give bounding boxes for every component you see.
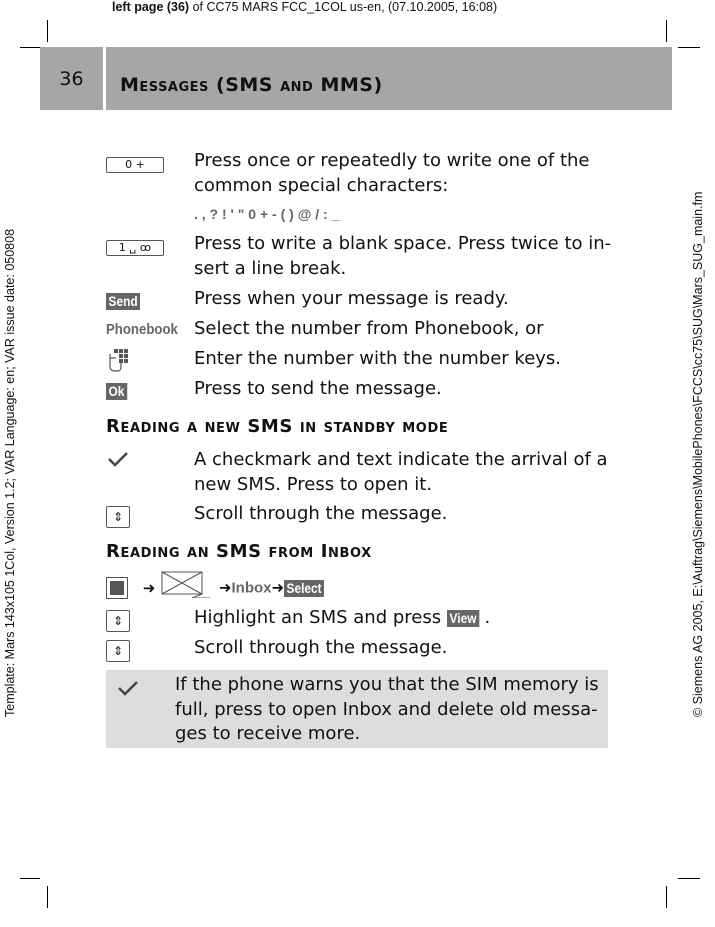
- print-meta-rest: of CC75 MARS FCC_1COL us-en, (07.10.2005, 16:08): [189, 0, 498, 14]
- instruction-text: Press when your message is ready.: [194, 288, 509, 309]
- path-inbox: Inbox: [231, 579, 272, 597]
- crop-mark: [47, 20, 48, 42]
- copyright-metadata: © Siemens AG 2005, E:\Auftrag\Siemens\MobilePhones\FCCS\cc75\SUG\Mars_SUG_main.fm: [691, 191, 705, 717]
- instruction-text: Press to send the message.: [194, 378, 442, 399]
- select-softkey: Select: [284, 580, 324, 597]
- page-header: [40, 47, 672, 110]
- page-title: Messages (SMS and MMS): [120, 74, 383, 96]
- instruction-text: Enter the number with the number keys.: [194, 348, 562, 369]
- note-text: If the phone warns you that the SIM memory is full, press to open Inbox and delete old messa-ges to receive more.: [175, 674, 599, 744]
- checkmark-icon: [106, 449, 130, 476]
- instruction-text: A checkmark and text indicate the arrival of a new SMS. Press to open it.: [194, 449, 608, 495]
- print-metadata: [112, 0, 497, 14]
- print-meta-bold: left page (36): [112, 0, 190, 14]
- page-number: 36: [40, 47, 106, 110]
- arrow-icon: ➜: [142, 578, 156, 597]
- instruction-text: Select the number from Phonebook, or: [194, 318, 544, 339]
- instruction-text: Scroll through the message.: [194, 637, 448, 658]
- section-heading: Reading an SMS from Inbox: [106, 541, 372, 562]
- arrow-icon: ➜: [271, 578, 285, 597]
- crop-mark: [678, 878, 700, 879]
- template-metadata: Template: Mars 143x105 1Col, Version 1.2; VAR Language: en; VAR issue date: 050808: [3, 228, 17, 717]
- crop-mark: [20, 878, 40, 879]
- instruction-text: Highlight an SMS and press: [194, 607, 447, 628]
- nav-key-icon: ⇕: [106, 610, 130, 632]
- menu-key-icon: [106, 577, 128, 599]
- messages-envelope-icon: [160, 584, 214, 602]
- keypad-icon: [106, 348, 130, 379]
- crop-mark: [678, 47, 700, 48]
- checkmark-icon: [116, 678, 140, 702]
- special-characters: . , ? ! ' " 0 + - ( ) @ / : _: [194, 206, 340, 222]
- arrow-icon: ➜: [218, 578, 232, 597]
- nav-key-icon: ⇕: [106, 506, 130, 528]
- section-heading: Reading a new SMS in standby mode: [106, 416, 449, 437]
- send-softkey: Send: [106, 293, 140, 310]
- punctuation: .: [484, 607, 491, 628]
- nav-key-icon: ⇕: [106, 640, 130, 662]
- note-box: [106, 670, 608, 748]
- crop-mark: [20, 47, 40, 48]
- instruction-text: Press once or repeatedly to write one of the common special characters:: [194, 150, 590, 196]
- phonebook-label: Phonebook: [106, 321, 178, 338]
- key-0-icon: 0 +: [106, 157, 164, 173]
- ok-softkey: Ok: [106, 383, 127, 400]
- crop-mark: [666, 20, 667, 42]
- view-softkey: View: [447, 610, 479, 627]
- crop-mark: [666, 886, 667, 908]
- key-1-icon: 1 ␣ ꝏ: [106, 240, 164, 256]
- menu-path: [106, 570, 331, 606]
- instruction-text: Scroll through the message.: [194, 503, 448, 524]
- instruction-text: Press to write a blank space. Press twice to in-sert a line break.: [194, 233, 612, 279]
- crop-mark: [47, 886, 48, 908]
